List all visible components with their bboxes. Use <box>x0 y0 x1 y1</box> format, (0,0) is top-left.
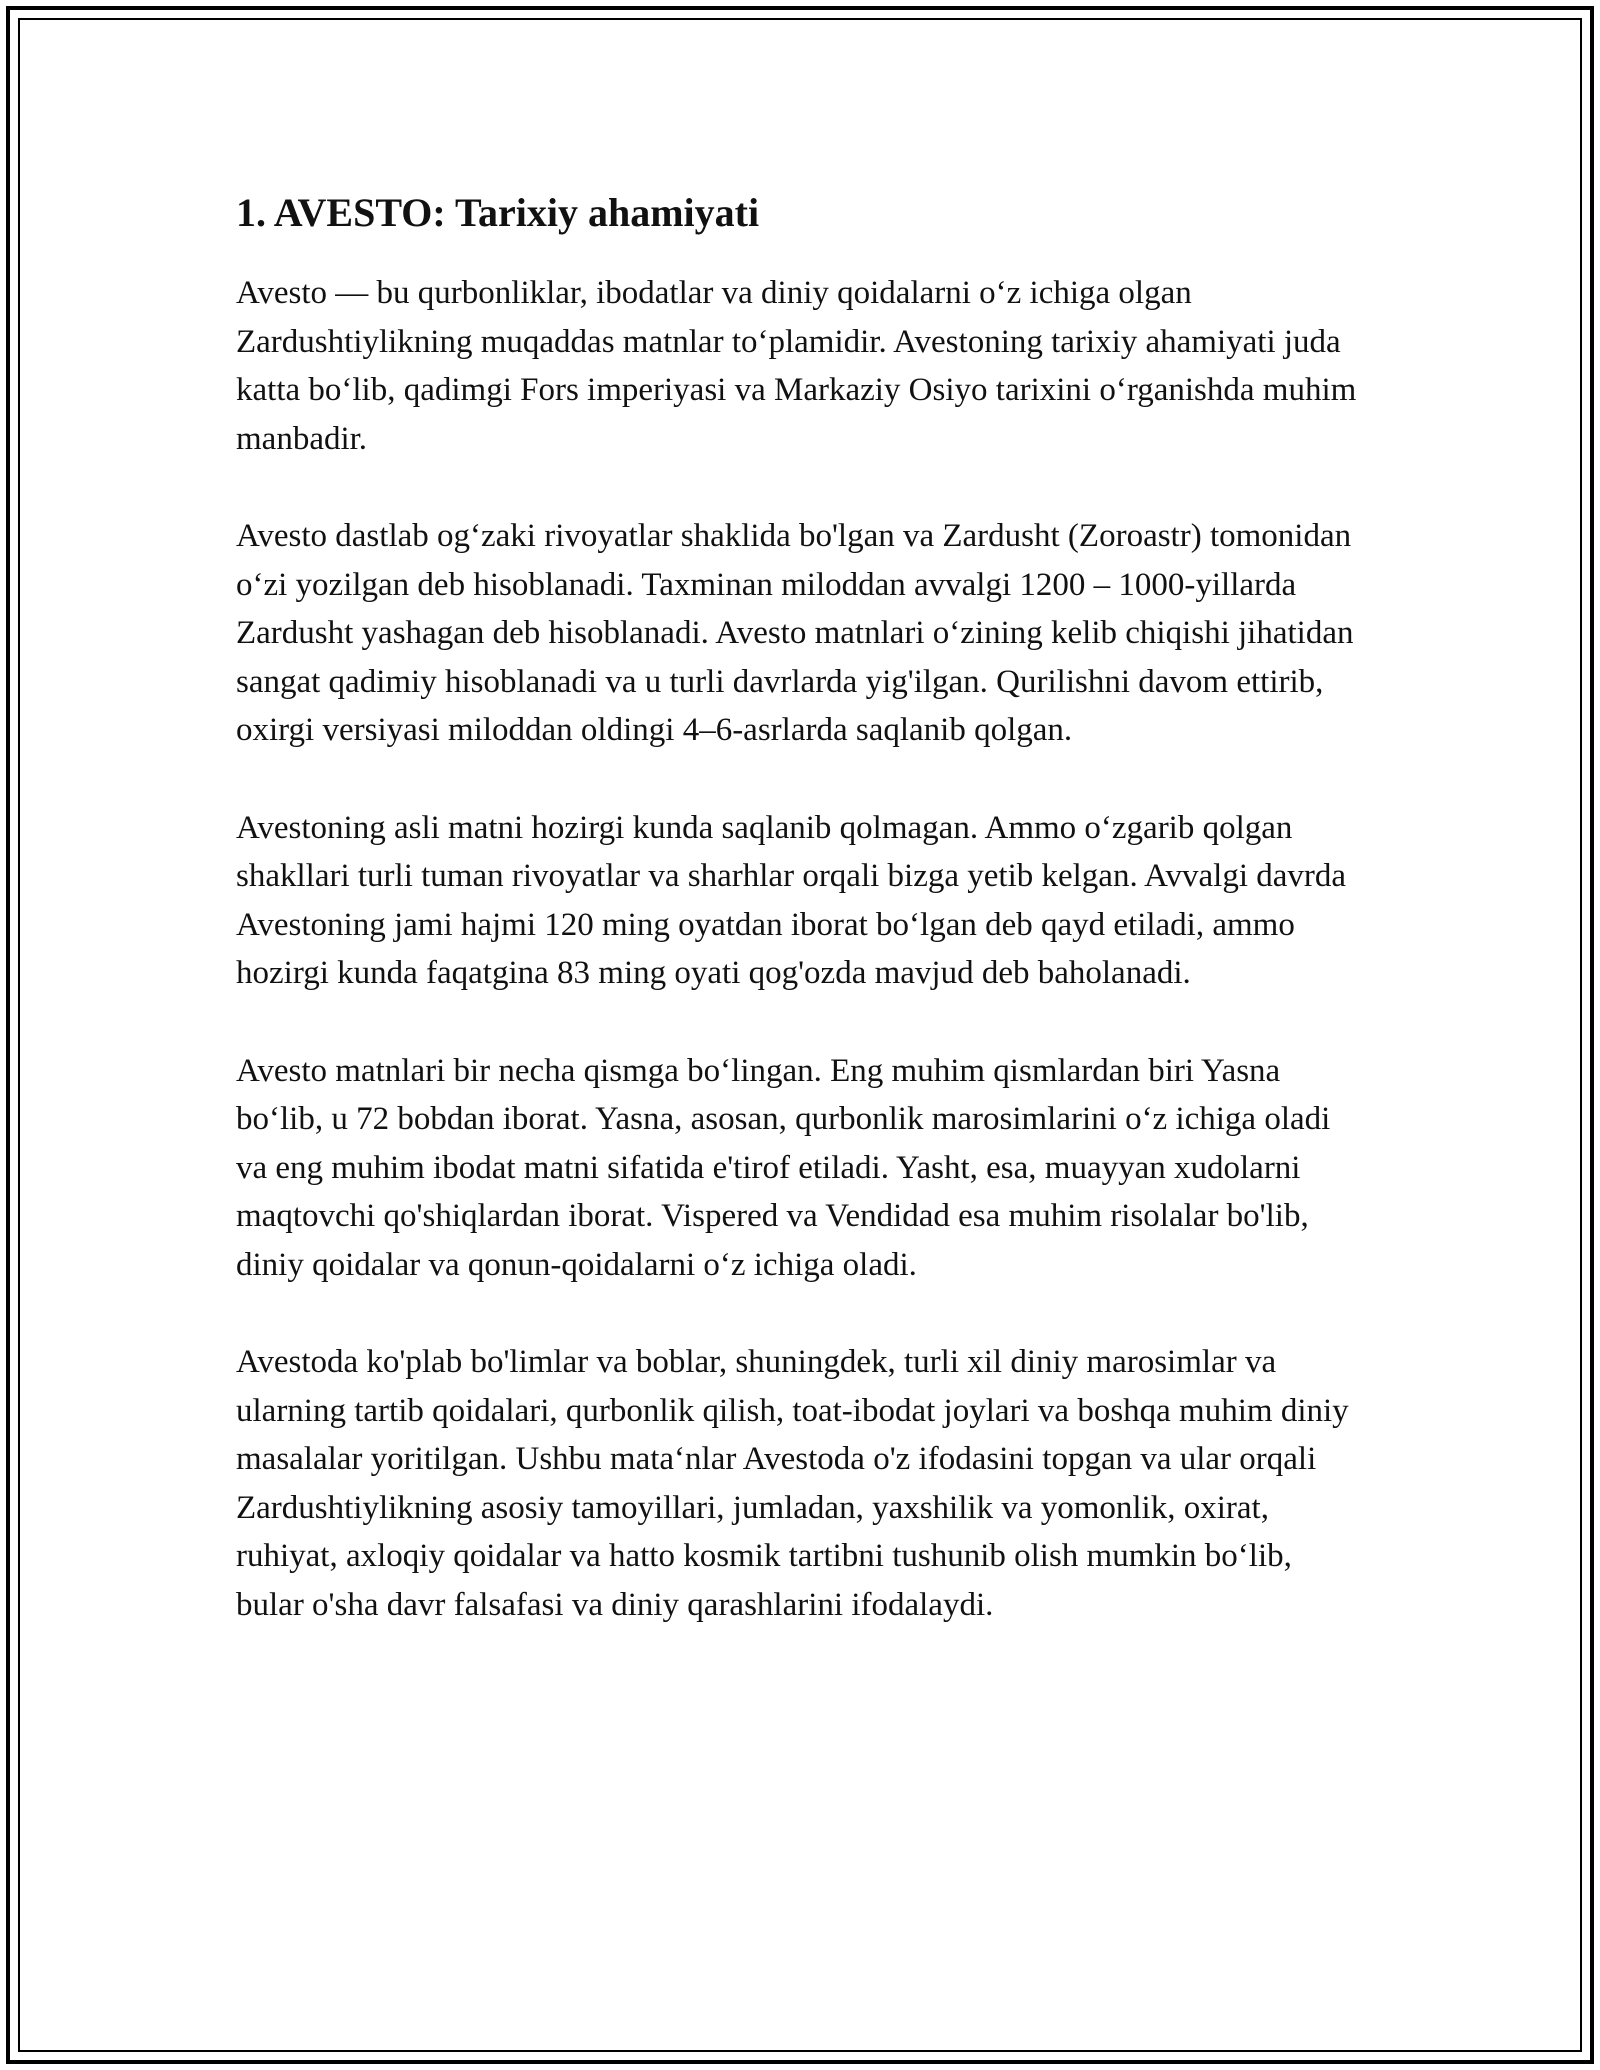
paragraph-origin: Avesto dastlab og‘zaki rivoyatlar shaklida bo'lgan va Zardusht (Zoroastr) tomonidan o‘zi yozilgan deb hisoblanadi. Taxminan miloddan avvalgi 1200 – 1000-yillarda Zardusht yashagan deb hisoblanadi. Avesto matnlari o‘zining kelib chiqishi jihatidan sangat qadimiy hisoblanadi va u turli davrlarda yig'ilgan. Qurilishni davom ettirib, oxirgi versiyasi miloddan oldingi 4–6-asrlarda saqlanib qolgan. <box>236 518 1354 748</box>
paragraph-preservation: Avestoning asli matni hozirgi kunda saqlanib qolmagan. Ammo o‘zgarib qolgan shakllari turli tuman rivoyatlar va sharhlar orqali bizga yetib kelgan. Avvalgi davrda Avestoning jami hajmi 120 ming oyatdan iborat bo‘lgan deb qayd etiladi, ammo hozirgi kunda faqatgina 83 ming oyati qog'ozda mavjud deb baholanadi. <box>236 809 1347 991</box>
page-title: 1. AVESTO: Tarixiy ahamiyati <box>236 190 760 235</box>
document-body <box>236 185 1366 1678</box>
paragraph-structure: Avesto matnlari bir necha qismga bo‘lingan. Eng muhim qismlardan biri Yasna bo‘lib, u 72 bobdan iborat. Yasna, asosan, qurbonlik marosimlarini o‘z ichiga oladi va eng muhim ibodat matni sifatida e'tirof etiladi. Yasht, esa, muayyan xudolarni maqtovchi qo'shiqlardan iborat. Vispered va Vendidad esa muhim risolalar bo'lib, diniy qoidalar va qonun-qoidalarni o‘z ichiga oladi. <box>236 1052 1331 1283</box>
paragraph-content: Avestoda ko'plab bo'limlar va boblar, shuningdek, turli xil diniy marosimlar va ularning tartib qoidalari, qurbonlik qilish, toat-ibodat joylari va boshqa muhim diniy masalalar yoritilgan. Ushbu mata‘nlar Avestoda o'z ifodasini topgan va ular orqali Zardushtiylikning asosiy tamoyillari, jumladan, yaxshilik va yomonlik, oxirat, ruhiyat, axloqiy qoidalar va hatto kosmik tartibni tushunib olish mumkin bo‘lib, bular o'sha davr falsafasi va diniy qarashlarini ifodalaydi. <box>236 1344 1349 1623</box>
paragraph-intro: Avesto — bu qurbonliklar, ibodatlar va diniy qoidalarni o‘z ichiga olgan Zardushtiylikning muqaddas matnlar to‘plamidir. Avestoning tarixiy ahamiyati juda katta bo‘lib, qadimgi Fors imperiyasi va Markaziy Osiyo tarixini o‘rganishda muhim manbadir. <box>236 275 1357 457</box>
